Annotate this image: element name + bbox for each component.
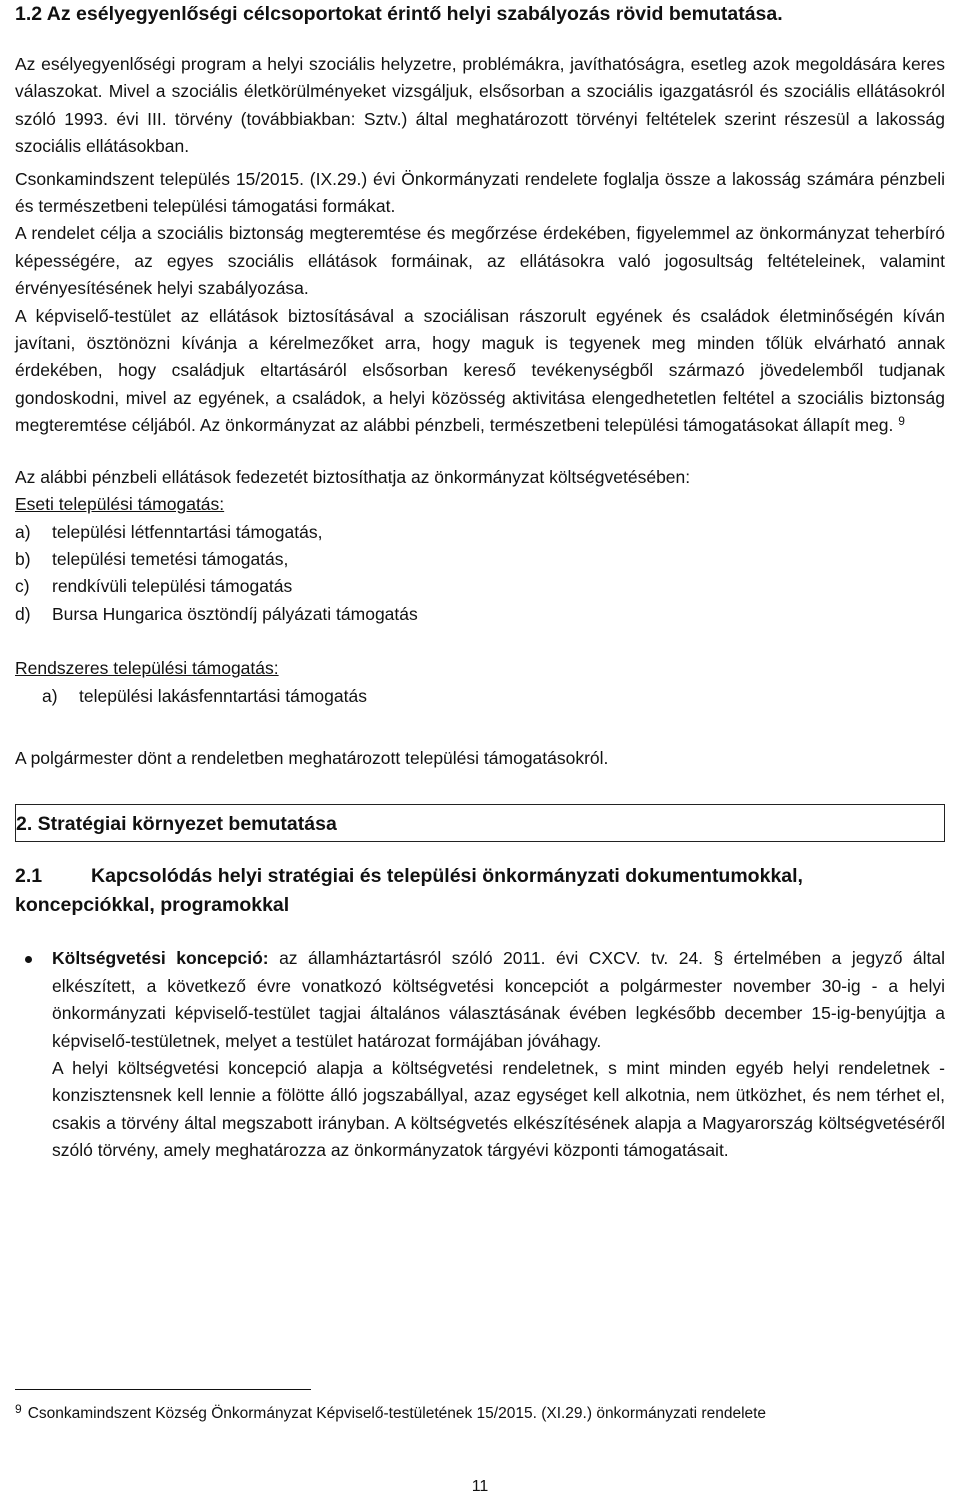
bullet-bold-label: Költségvetési koncepció: [52, 948, 269, 969]
list-item: a) települési létfenntartási támogatás, [15, 521, 323, 542]
list-item: d) Bursa Hungarica ösztöndíj pályázati támogatás [15, 603, 418, 624]
eseti-list [15, 519, 945, 629]
bullet-icon [25, 956, 32, 963]
section-heading-2-1 [15, 862, 945, 919]
paragraph-intro: Az esélyegyenlőségi program a helyi szociális helyzetre, problémákra, javíthatóságra, esetleg azok megoldására keres válaszokat. Mivel a szociális életkörülményeket vizsgáljuk, elsősorban a szociális igazgatásról és szociális ellátásokról szóló 1993. évi III. törvény (továbbiakban: Sztv.) által meghatározott törvényi feltételek szerint részesül a lakosság szociális ellátásokban. [15, 54, 945, 157]
list-item: b) települési temetési támogatás, [15, 548, 289, 569]
paragraph-funding: Az alábbi pénzbeli ellátások fedezetét biztosíthatja az önkormányzat költségvetésében: [15, 466, 691, 487]
bullet-item-budget-concept [15, 945, 945, 1164]
document-page [15, 0, 945, 1165]
paragraph-council-text: A képviselő-testület az ellátások biztosításával a szociálisan rászorult egyének és családok életminőségén kíván javítani, ösztönözni kívánja a kérelmezőket arra, hogy maguk is tegyenek meg minden tőlük elvárható annak érdekében, hogy családjuk eltartásáról elsősorban kereső tevékenységből származó jövedelemből tudjanak gondoskodni, mivel az egyének, a családok, a helyi közösség aktivitása elengedhetetlen feltétel a szociális biztonság megteremtése céljából. Az önkormányzat az alábbi pénzbeli, természetbeni települési támogatásokat állapít meg. [15, 305, 945, 436]
section-heading-1-2: 1.2 Az esélyegyenlőségi célcsoportokat érintő helyi szabályozás rövid bemutatása. [15, 3, 783, 25]
paragraph-regulation: Csonkamindszent település 15/2015. (IX.29.) évi Önkormányzati rendelete foglalja össze a lakosság számára pénzbeli és természetbeni települési támogatási formákat. [15, 168, 945, 217]
footnote-number: 9 [15, 1402, 22, 1416]
section-title: Kapcsolódás helyi stratégiai és települési önkormányzati dokumentumokkal, koncepciókkal, programokkal [15, 865, 803, 916]
footnote [15, 1403, 766, 1425]
footnote-divider [15, 1389, 311, 1390]
section-number: 2.1 [15, 865, 43, 888]
rendszeres-list [15, 683, 945, 710]
section-heading-2: 2. Stratégiai környezet bemutatása [15, 804, 945, 842]
bullet-text-1: az államháztartásról szóló 2011. évi CXCV. tv. 24. § értelmében a jegyző által elkészített, a következő évre vonatkozó költségvetési koncepciót a polgármester november 30-ig - a helyi önkormányzati képviselő-testület tagjai általános választásának évében legkésőbb december 15-ig-benyújtja a képviselő-testületnek, melyet a testület határozat formájában jóváhagy. [52, 948, 945, 1051]
paragraph-purpose: A rendelet célja a szociális biztonság megteremtése és megőrzése érdekében, figyelemmel az önkormányzat teherbíró képességére, az egyes szociális ellátások formáinak, az ellátásokra való jogosultság feltételeinek, valamint érvényesítésének helyi szabályozása. [15, 223, 945, 299]
list-item: a) települési lakásfenntartási támogatás [42, 685, 367, 706]
paragraph-mayor: A polgármester dönt a rendeletben meghatározott települési támogatásokról. [15, 747, 609, 768]
bullet-paragraph-1 [52, 945, 945, 1055]
page-number: 11 [471, 1478, 489, 1495]
footnote-reference: 9 [898, 414, 905, 429]
footnote-text: Csonkamindszent Község Önkormányzat Képviselő-testületének 15/2015. (XI.29.) önkormányzati rendelete [27, 1405, 767, 1422]
bullet-paragraph-2: A helyi költségvetési koncepció alapja a költségvetési rendeletnek, s mint minden egyéb helyi rendeletnek - konzisztensnek kell lennie a fölötte álló jogszabállyal, azaz egységet kell alkotnia, nem ütközhet, és nem térhet el, csakis a törvény által megszabott irányban. A költségvetés elkészítésének alapja a Magyarország költségvetéséről szóló törvény, amely meghatározza az önkormányzatok tárgyévi központi támogatásait. [52, 1057, 945, 1161]
list-item: c) rendkívüli települési támogatás [15, 576, 293, 597]
eseti-title: Eseti települési támogatás: [15, 494, 225, 515]
rendszeres-title: Rendszeres települési támogatás: [15, 658, 279, 679]
paragraph-council [15, 303, 945, 440]
